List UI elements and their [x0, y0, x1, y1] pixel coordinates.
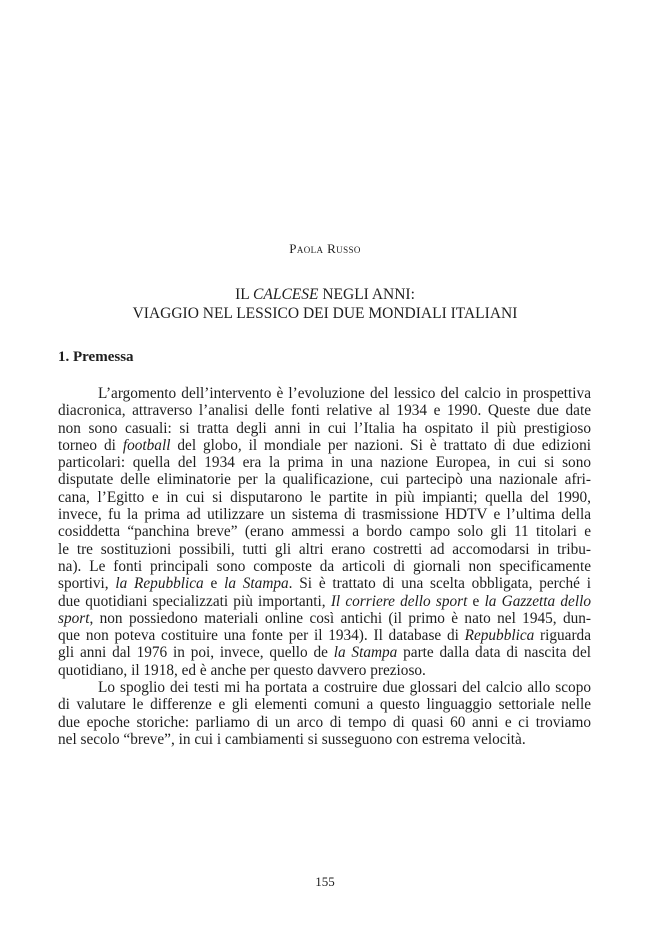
- italic-text: football: [122, 436, 171, 454]
- text-run: gli anni dal 1976 in poi, invece, quello de: [58, 644, 334, 662]
- text-run: parte dalla data di nascita del: [397, 644, 592, 662]
- italic-text: la Stampa: [333, 644, 398, 662]
- italic-text: la Gazzetta dello: [484, 592, 591, 610]
- text-line: [58, 523, 591, 540]
- text-run: sportivi,: [58, 575, 116, 593]
- title-line-2: VIAGGIO NEL LESSICO DEI DUE MONDIALI ITALIANI: [132, 305, 518, 322]
- text-line: [58, 454, 591, 471]
- paragraph-1: [58, 385, 591, 679]
- italic-text: Repubblica: [464, 627, 535, 645]
- body-text: [58, 385, 591, 748]
- text-line: [58, 575, 591, 592]
- text-run: L’argomento dell’intervento è l’evoluzione del lessico del calcio in prospettiva: [98, 385, 591, 402]
- text-run: e: [203, 575, 225, 593]
- text-line: [58, 420, 591, 437]
- text-run: le tre sostituzioni possibili, tutti gli altri erano costretti ad accomodarsi in tribu-: [58, 540, 591, 558]
- text-line: [58, 662, 591, 679]
- text-run: e: [467, 592, 485, 610]
- text-line: [58, 644, 591, 661]
- italic-text: la Stampa: [224, 575, 289, 593]
- text-run: . Si è trattato di una scelta obbligata, perché i: [288, 575, 591, 593]
- text-run: cosiddetta “panchina breve” (erano ammessi a bordo campo solo gli 11 titolari e: [58, 523, 591, 541]
- text-line: [58, 696, 591, 713]
- paragraph-2: [58, 679, 591, 748]
- chapter-title: [0, 285, 650, 323]
- text-line: [58, 593, 591, 610]
- title-part: IL: [235, 286, 254, 303]
- text-line: [58, 541, 591, 558]
- text-run: na). Le fonti principali sono composte da articoli di giornali non specificamente: [58, 557, 591, 575]
- text-run: di valutare le differenze e gli elementi comuni a questo linguaggio settoriale nelle: [58, 696, 591, 714]
- text-run: due epoche storiche: parliamo di un arco di tempo di quasi 60 anni e ci troviamo: [58, 713, 591, 731]
- text-run: cana, l’Egitto e in cui si disputarono le partite in più impianti; quella del 1990,: [58, 488, 591, 506]
- text-run: diacronica, attraverso l’analisi delle fonti relative al 1934 e 1990. Queste due date: [58, 402, 591, 420]
- text-line: [58, 402, 591, 419]
- text-run: Lo spoglio dei testi mi ha portata a costruire due glossari del calcio allo scopo: [98, 679, 591, 697]
- text-run: que non poteva costituire una fonte per il 1934). Il database di: [58, 627, 465, 645]
- text-line: [58, 714, 591, 731]
- text-line: [58, 627, 591, 644]
- text-run: torneo di: [58, 436, 123, 454]
- text-run: , non possiedono materiali online così antichi (il primo è nato nel 1945, dun-: [89, 609, 591, 627]
- text-line: [58, 731, 591, 748]
- title-line-1: [0, 285, 650, 304]
- text-run: invece, fu la prima ad utilizzare un sistema di trasmissione HDTV e l’ultima della: [58, 506, 591, 524]
- text-run: disputate delle eliminatorie per la qualificazione, cui partecipò una nazionale afri-: [58, 471, 591, 489]
- italic-text: sport: [58, 609, 90, 627]
- text-line: [58, 610, 591, 627]
- title-italic-word: CALCESE: [253, 286, 319, 303]
- text-run: quotidiano, il 1918, ed è anche per questo davvero prezioso.: [58, 661, 426, 679]
- text-line: [58, 385, 591, 402]
- italic-text: Il corriere dello sport: [330, 592, 468, 610]
- text-line: [58, 558, 591, 575]
- text-line: [58, 437, 591, 454]
- text-run: riguarda: [534, 627, 591, 645]
- text-line: [58, 489, 591, 506]
- text-run: due quotidiani specializzati più importanti,: [58, 592, 331, 610]
- text-run: non sono casuali: si tratta degli anni in cui l’Italia ha ospitato il più prestigioso: [58, 419, 591, 437]
- text-line: [58, 506, 591, 523]
- title-part: NEGLI ANNI:: [318, 286, 415, 303]
- text-run: nel secolo “breve”, in cui i cambiamenti si susseguono con estrema velocità.: [58, 730, 526, 748]
- text-line: [58, 679, 591, 696]
- italic-text: la Repubblica: [115, 575, 204, 593]
- text-run: particolari: quella del 1934 era la prima in una nazione Europea, in cui si sono: [58, 454, 591, 472]
- page-number: 155: [315, 874, 335, 889]
- text-run: del globo, il mondiale per nazioni. Si è trattato di due edizioni: [170, 436, 591, 454]
- section-heading: 1. Premessa: [58, 349, 134, 365]
- author-name: Paola Russo: [289, 241, 361, 256]
- text-line: [58, 471, 591, 488]
